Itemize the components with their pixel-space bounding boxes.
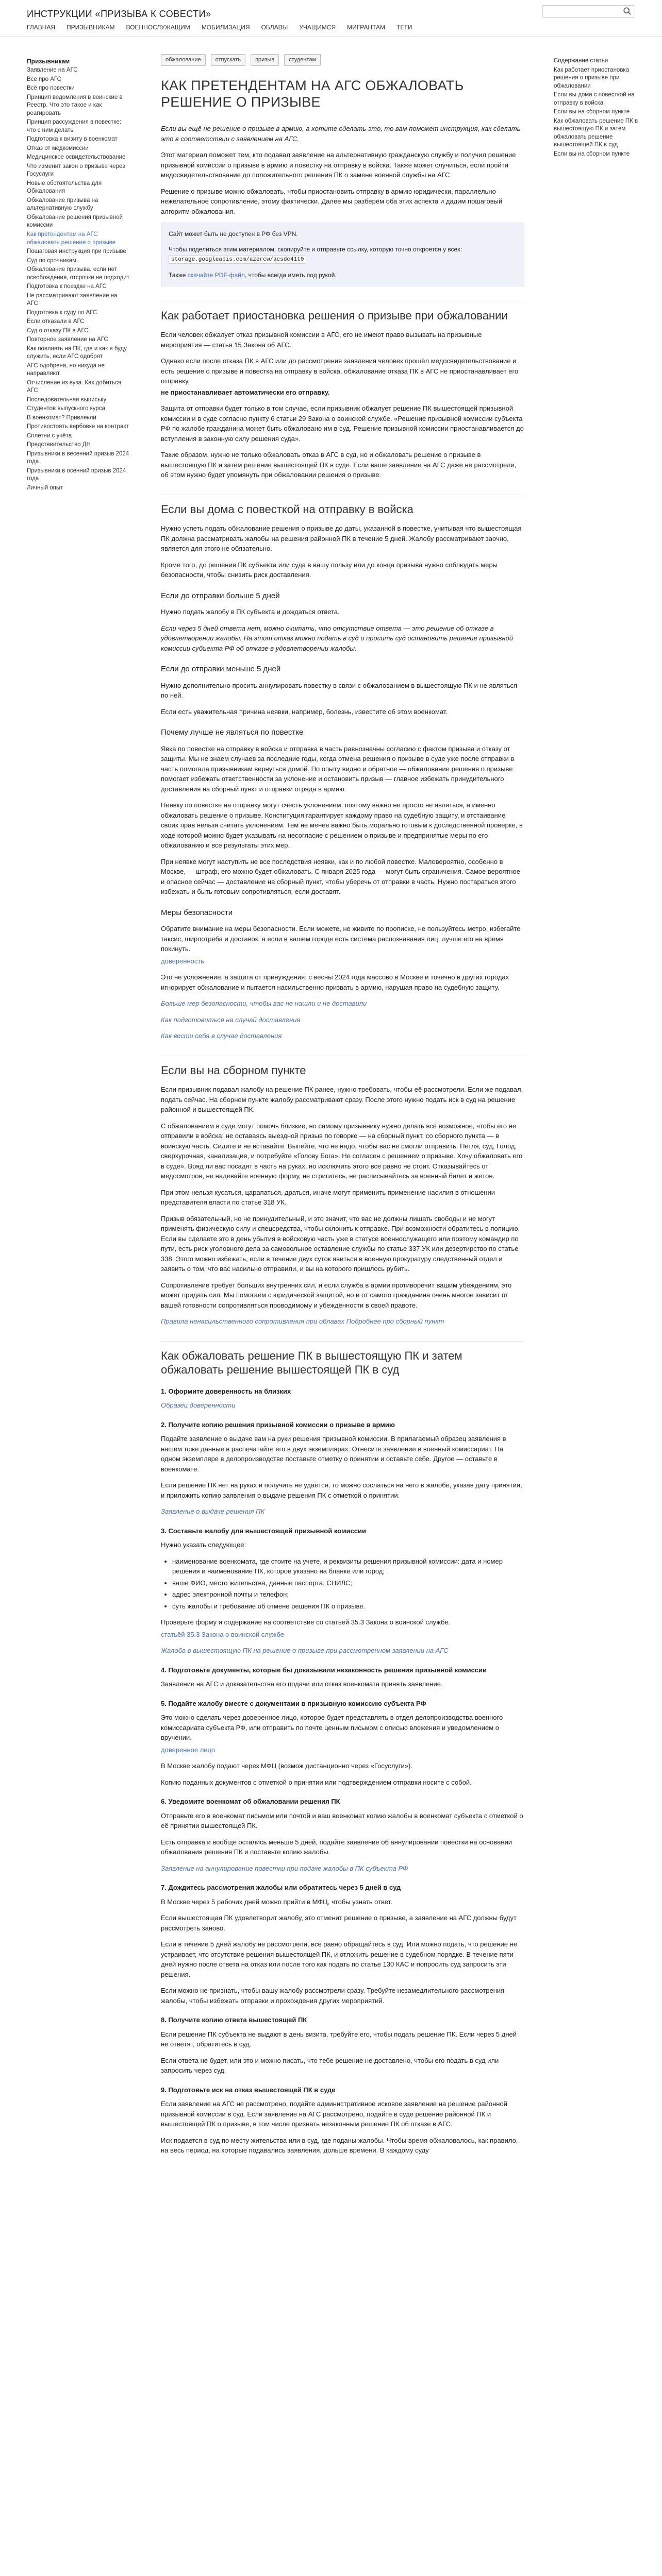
list-item: • ваше ФИО, место жительства, данные паспорта, СНИЛС; (172, 1578, 524, 1588)
complaint-template-link[interactable]: Жалоба в вышестоящую ПК на решение о призыве при рассмотренном заявлении на АГС (161, 1647, 449, 1655)
article (161, 54, 524, 2162)
paragraph: Если есть уважительная причина неявки, например, болезнь, известите об этом военкомат. (161, 707, 448, 716)
step-heading: 9. Подготовьте иск на отказ вышестоящей ПК в суде (161, 2086, 336, 2094)
paragraph (161, 1031, 524, 1041)
paragraph: Такие образом, нужно не только обжаловать отказ в АГС в суд, но и обжаловать решение о призыве в вышестоящую ПК и затем решение вышестоящей ПК в суде. Если ваше заявление на АГС даже не рассмотрели, об этом нужно будет упомянуть при обжаловании решения о призыве. (161, 451, 517, 479)
trusted-person-link[interactable]: доверенное лицо (161, 1745, 216, 1754)
step-heading: 4. Подготовьте документы, которые бы доказывали незаконность решения призывной комиссии (161, 1666, 487, 1674)
power-of-attorney-sample-link[interactable]: Образец доверенности (161, 1401, 236, 1410)
paragraph: Подайте заявление о выдаче вам на руки решения призывной комиссии. В прилагаемый образец заявления в нашем тоже данные в распечатайте его в двух экземплярах. Отнесите заявление в военный комиссариат. На одном экземпляре в делопроизводстве поставьте отметку о принятии и оставьте себе. Другое — оставьте в военкомате. (161, 1435, 506, 1473)
sidebar-item[interactable]: Сплетни с учёта (27, 432, 72, 439)
paragraph: При этом нельзя кусаться, царапаться, драться, иначе могут применить применение насилия в отношении представителя власти по статье 318 УК. (161, 1188, 495, 1207)
paragraph: Нужно подать жалобу в ПК субъекта и дождаться ответа. (161, 608, 340, 616)
paragraph (161, 1400, 524, 1411)
paragraph (161, 1015, 524, 1025)
vpn-notice (161, 223, 524, 286)
law-article-link[interactable]: статьёй 35.3 Закона о воинской службе (161, 1630, 284, 1638)
sidebar-item[interactable]: Суд по срочникам (27, 257, 77, 264)
sidebar-item[interactable]: Подготовка к поездке на АГС (27, 283, 107, 290)
paragraph: Это можно сделать через доверенное лицо, которое будет представлять в отдел делопроизводства военного комиссариата субъекта РФ, или отправить по почте ценным письмом с описью вложения и уведомлением о вручении. (161, 1714, 503, 1742)
subsection-heading: Если до отправки меньше 5 дней (161, 665, 281, 674)
nav-students[interactable]: УЧАЩИМСЯ (299, 24, 336, 31)
nav-mobilization[interactable]: МОБИЛИЗАЦИЯ (201, 24, 250, 31)
sidebar-item[interactable]: В военкомат? Привлекли (27, 414, 96, 421)
step-heading: 7. Дождитесь рассмотрения жалобы или обратитесь через 5 дней в суд (161, 1884, 401, 1892)
sidebar-item[interactable]: Личный опыт (27, 484, 63, 491)
toc-link[interactable]: Как работает приостановка решения о призыве при обжаловании (554, 66, 630, 89)
notice-text (169, 245, 517, 264)
step-heading: 3. Составьте жалобу для вышестоящей призывной комиссии (161, 1527, 366, 1535)
paragraph: Кроме того, до решения ПК субъекта или суда в вашу пользу или до конца призыва нужно соблюдать меры безопасности, чтобы снизить риск доставления. (161, 561, 498, 579)
sidebar-item[interactable]: Если отказали в АГС (27, 318, 85, 325)
paragraph: Если ответа не будет, или это и можно писать, что тебе решение не доставлено, чтобы его подать в суд или запросить через суд. (161, 2056, 499, 2075)
paragraph: Если призывник подавал жалобу на решение ПК ранее, нужно требовать, чтобы её рассмотрели. Если же подавал, подать сейчас. На сборном пункте жалобу рассматривают сразу. После этого нужно подать иск в суд на решение районной и вышестоящей ПК. (161, 1086, 523, 1114)
list-item: • суть жалобы и требование об отмене решения ПК о призыве. (172, 1601, 524, 1612)
paragraph (161, 1506, 524, 1517)
paragraph (161, 1630, 524, 1640)
paragraph: Если решение ПК нет на руках и получить не удаётся, то можно сослаться на него в жалобе, указав дату принятия, и приложить копию заявления о выдаче решения ПК с отметкой о принятии. (161, 1481, 522, 1499)
sidebar-item[interactable]: Призывники в весенний призыв 2024 года (27, 450, 129, 465)
sidebar-item[interactable]: Повторное заявление на АГС (27, 336, 108, 343)
paragraph: Защита от отправки будет только в том случае, если призывник обжалует решение ПК вышестоящей призывной комиссии и в суде согласно пункту 6 статьи 29 Закона о воинской службе. «Решение призывной комиссии субъекта РФ по жалобе гражданина может быть обжаловано им в суд. Решение призывной комиссии приостанавливается до вступления в законную силу решения суда». (161, 404, 524, 443)
power-of-attorney-link[interactable]: доверенность (161, 957, 205, 965)
sidebar-item[interactable]: Все про АГС (27, 76, 61, 82)
sidebar-item[interactable]: Принцип ведомления в воинские в Реестр. Что это такое и как реагировать (27, 94, 123, 116)
paragraph: Если вышестоящая ПК удовлетворит жалобу, это отменит решение о призыве, а заявление на АГС должны будут рассмотреть заново. (161, 1914, 517, 1932)
sidebar-item[interactable]: Не рассматривают заявление на АГС (27, 292, 118, 307)
sidebar-item[interactable]: Представительство ДН (27, 442, 91, 448)
paragraph: Нужно успеть подать обжалование решения о призыве до даты, указанной в повестке, учитывая что вышестоящая ПК должна рассматривать жалобы на решения районной ПК в течение 5 дней. Жалобу рассматривают заочно, является для этого не обязательно. (161, 524, 522, 553)
step-heading: 8. Получите копию ответа вышестоящей ПК (161, 2016, 307, 2024)
sidebar-item[interactable]: Заявление на АГС (27, 67, 78, 74)
sidebar-item[interactable]: Отчисление из вуза. Как добиться АГС (27, 379, 122, 394)
paragraph (161, 998, 524, 1009)
paragraph: С обжалованием в суде могут помочь близкие, но самому призывнику нужно делать всё возможное, чтобы его не отправили в войска: не оставаясь выездной призыв по говорке — на сборный пункт, со сборного пункта — в воинскую часть. Сидите и не вставайте. Выпейте, что не надо, чтобы вас не смогли отправить. Петля, суд, Голод, сверхурочная, канализация, и потребуйте «Голову Бога». Не согласен с решением о призыве. Хочу обжаловать его в суде». Вряд ли вас посадят в часть на руках, но исключить этого все равно не стоит. Отказывайтесь от медосмотров, не надевайте военную форму, не стригитесь, не расписывайтесь за военный билет и жетон. (161, 1122, 523, 1180)
tag[interactable]: студентам (284, 54, 321, 66)
tag-list (161, 54, 524, 66)
paragraph (161, 1745, 524, 1755)
paragraph: Если человек обжалует отказ призывной комиссии в АГС, его не имеют право вызывать на призывные мероприятия — статья 15 Закона об АГС. (161, 331, 482, 349)
lead-paragraph: Если вы ещё не решение о призыве в армию, а хотите сделать это, то вам поможет инструкция, как сделать это в соответствии с заявлением на АГС. (161, 125, 521, 143)
paragraph: Отправьте его в военкомат письмом или почтой и ваш военкомат копию жалобы в военкомат субъекта с отметкой о её принятии вышестоящей ПК. (161, 1811, 523, 1830)
paragraph: Если через 5 дней ответа нет, можно считать, что отсутствие ответа — это решение об отказе в удовлетворении жалобы. На этот отказ можно подать в суд и просить суд остановить решение призывной комиссии субъекта РФ об отказе в удовлетворении жалобы. (161, 624, 514, 652)
paragraph (161, 1863, 524, 1874)
paragraph (161, 1316, 524, 1327)
subsection-heading: Если до отправки больше 5 дней (161, 591, 280, 600)
paragraph: В Москве жалобу подают через МФЦ (возмож дистанционно через «Госуслуги»). (161, 1762, 412, 1770)
paragraph: Сопротивление требует больших внутренних сил, и если служба в армии противоречит вашим убеждениям, это может придать сил. Мы помогаем с юридической защитой, но и от самого гражданина очень многое зависит от вашей готовности сопротивляться проводимому и убеждённости в своей правоте. (161, 1281, 512, 1309)
sidebar-item[interactable]: Как претендентам на АГС обжаловать решение о призыве (27, 231, 116, 246)
notice-text (169, 270, 517, 280)
toc-link[interactable]: Как обжаловать решение ПК в вышестоящую ПК и затем обжаловать решение вышестоящей ПК в суд (554, 117, 638, 148)
list-item: • наименование военкомата, где стоите на учете, и реквизиты решения призывной комиссии: дата и номер решения и наименование ПК, которое указано на бланке или город; (172, 1556, 524, 1577)
notice-text: , чтобы всегда иметь под рукой. (244, 271, 337, 279)
sidebar-item[interactable]: Подготовка к суду по АГС (27, 309, 97, 316)
toc-link[interactable]: Если вы дома с повесткой на отправку в войска (554, 92, 635, 106)
paragraph: Решение о призыве можно обжаловать, чтобы приостановить отправку в армию юридически, параллельно нежелательное сопротивление, этому фактически. Далее мы разберём оба этих аспекта и дадим пошаговый алгоритм обжалования. (161, 187, 503, 215)
sidebar-item[interactable]: Призывники в осенний призыв 2024 года (27, 467, 126, 482)
nonviolent-resistance-link[interactable]: Правила ненасильственного сопротивления при облавах Подробнее про сборный пункт (161, 1317, 444, 1326)
paragraph: Явка по повестке на отправку в войска и отправка в часть равнозначны согласию с фактом призыва и отказу от защиты. Мы не знаем случаев за последние годы, когда отмена решения о призыве в суде уже после отправки в часть помогала призывникам вернуться домой. По опыту видно и обратное — обжалование решения о призыве помогает избежать ответственности за уклонение и остановить призыв — главное избежать принудительного доставления на сборный пункт и отправки отряда в армию. (161, 744, 515, 793)
search-input[interactable] (542, 5, 635, 18)
paragraph (161, 1646, 524, 1656)
paragraph: Есть отправка и вообще остались меньше 5 дней, подайте заявление об аннулировании повестки на основании обжалования решения ПК и поставьте копию жалобы. (161, 1838, 512, 1856)
section-heading: Если вы на сборном пункте (161, 1056, 524, 1078)
sidebar-item[interactable]: Принцип рассуждения в повестке: что с ним делать (27, 119, 122, 133)
bold-text: не приостанавливает автоматически его отправку. (161, 388, 330, 396)
section-heading: Как обжаловать решение ПК в вышестоящую ПК и затем обжаловать решение вышестоящей ПК в суд (161, 1341, 524, 1377)
sidebar-heading[interactable]: Призывникам (27, 58, 70, 65)
sidebar-item[interactable]: Суд о отказу ПК в АГС (27, 327, 89, 334)
toc-link[interactable]: Если вы на сборном пункте (554, 109, 630, 115)
share-link-code[interactable]: storage.googleapis.com/azercw/acsdc41t0 (169, 256, 306, 264)
list-item: • адрес электронной почты и телефон; (172, 1589, 524, 1600)
toc-heading: Содержание статьи (554, 58, 608, 64)
search-icon[interactable] (623, 7, 632, 16)
paragraph: Неявку по повестке на отправку могут счесть уклонением, поэтому важно не просто не являться, а именно обжаловать решение о призыве. Конституция гарантирует каждому право на судебную защиту, и отстаивание своих прав нельзя считать уклонением. Тем не менее важно быть морально готовым к доследственной проверке, в ходе которой можно будет указывать на несогласие с решением о призыве и предпринятые меры по его обжалованию и все результаты этих мер. (161, 801, 523, 850)
sidebar-item[interactable]: Отказ от медкомиссии (27, 145, 89, 151)
paragraph-bold (161, 387, 524, 398)
nav-tags[interactable]: ТЕГИ (396, 24, 412, 31)
prepare-for-detention-link[interactable]: Как подготовиться на случай доставления (161, 1015, 301, 1024)
step-heading: 1. Оформите доверенность на близких (161, 1387, 291, 1395)
notice-text: Сайт может быть не доступен в РФ без VPN. (169, 230, 298, 238)
nav-migrants[interactable]: МИГРАНТАМ (347, 24, 386, 31)
sidebar-item[interactable]: Медицинское освидетельствование (27, 154, 126, 161)
summons-annulment-link[interactable]: Заявление на аннулирование повестки при подаче жалобы в ПК субъекта РФ (161, 1864, 408, 1872)
tag[interactable]: призыв (251, 54, 279, 66)
page-title: КАК ПРЕТЕНДЕНТАМ НА АГС ОБЖАЛОВАТЬ РЕШЕНИЕ О ПРИЗЫВЕ (161, 77, 464, 110)
nav-servicemen[interactable]: ВОЕННОСЛУЖАЩИМ (126, 24, 190, 31)
table-of-contents (554, 57, 641, 159)
paragraph: Проверьте форму и содержание на соответствие со статьёй 35.3 Закона о воинской службе. (161, 1618, 451, 1626)
paragraph: При неявке могут наступить не все последствия неявки, как и по любой повестке. Маловероятно, особенно в Москве, — штраф, его можно будет обжаловать. С января 2025 года — могут быть ограничения. Самое вероятное и опасное сейчас — доставление на сборный пункт, чтобы уберечь от отправки в часть. Нужно постараться этого избежать и быть готовым сопротивляться, если доставят. (161, 857, 520, 896)
left-sidebar (27, 57, 130, 493)
subsection-heading: Меры безопасности (161, 908, 233, 917)
paragraph: Иск подается в суд по месту жительства или в суд, где поданы жалобы. Чтобы время обжаловалось, как правило, на весь период, на которые подавались заявления, дольше времени. В каждому суду (161, 2136, 518, 2155)
step-heading: 6. Уведомите военкомат об обжаловании решения ПК (161, 1798, 340, 1806)
paragraph: Нужно указать следующее: (161, 1541, 246, 1549)
paragraph: Если заявление на АГС не рассмотрено, подайте административное исковое заявление на решение районной призывной комиссии в суд. Если заявление на АГС рассмотрено, подайте в суде решение районной ПК и вышестоящей ПК о призыве, в том числе признать незаконным решение ПК об отказе в АГС. (161, 2100, 507, 2128)
sidebar-item[interactable]: Последовательная выпиську (27, 396, 107, 403)
paragraph: Однако если после отказа ПК в АГС или до рассмотрения заявления человек прошёл медосвидетельствование и есть решение о призыве и повестка на отправку в войска, обжалование отказа ПК в АГС не приостанавливает его отправку. (161, 357, 519, 385)
sidebar-item[interactable]: Пошаговая инструкция при призыве (27, 248, 126, 255)
toc-link[interactable]: Если вы на сборном пункте (554, 150, 630, 157)
subsection-heading: Почему лучше не являться по повестке (161, 728, 304, 737)
security-measures-link[interactable]: Больше мер безопасности, чтобы вас не нашли и не доставили (161, 999, 367, 1008)
main-nav (27, 23, 424, 32)
sidebar-item[interactable]: Всё про повестки (27, 85, 75, 92)
step-heading: 2. Получите копию решения призывной комиссии о призыве в армию (161, 1420, 395, 1429)
tag[interactable]: обжалование (161, 54, 206, 66)
nav-conscripts[interactable]: ПРИЗЫВНИКАМ (67, 24, 115, 31)
nav-home[interactable]: ГЛАВНАЯ (27, 24, 56, 31)
site-title[interactable]: ИНСТРУКЦИИ «ПРИЗЫВА К СОВЕСТИ» (27, 9, 211, 19)
sidebar-item[interactable]: АГС одобрена, но никуда не направляют (27, 362, 105, 377)
sidebar-list (27, 66, 130, 492)
notice-text: Чтобы поделиться этим материалом, скопируйте и отправьте ссылку, которую точно откроется у всех: (169, 246, 462, 253)
paragraph: Если решение ПК субъекта не выдают в день визита, требуйте его, чтобы подать решение ПК. Если через 5 дней не ответят, обратитесь в суд. (161, 2030, 517, 2048)
step-heading: 5. Подайте жалобу вместе с документами в призывную комиссию субъекта РФ (161, 1699, 426, 1707)
section-heading: Как работает приостановка решения о призыве при обжаловании (161, 301, 524, 323)
paragraph: В Москве через 5 рабочих дней можно прийти в МФЦ, чтобы узнать ответ. (161, 1897, 392, 1906)
notice-text: Также (169, 271, 186, 279)
sidebar-item[interactable]: Подготовка к визиту в военкомат (27, 136, 118, 143)
sidebar-item[interactable]: Что изменит закон о призыве через Госуслуги (27, 163, 125, 178)
sidebar-item[interactable]: Новые обстоятельства для Обжалования (27, 180, 102, 195)
paragraph (161, 956, 524, 967)
tag[interactable]: отпускать (211, 54, 245, 66)
nav-raids[interactable]: ОБЛАВЫ (261, 24, 288, 31)
paragraph: Это не усложнение, а защита от принуждения: с весны 2024 года массово в Москве и точечно в других городах игнорирует обжалование и пытается насильственно призвать в армию, нарушая право на судебную защиту. (161, 973, 509, 991)
section-heading: Если вы дома с повесткой на отправку в войска (161, 495, 524, 517)
sidebar-item[interactable]: Как повлиять на ПК, где и как я буду служить, если АГС одобрят (27, 345, 127, 360)
sidebar-item[interactable]: Обжалование призыва на альтернативную службу (27, 197, 98, 212)
requirements-list (161, 1556, 524, 1612)
paragraph: Призыв обязательный, но не принудительный, и это значит, что вас не должны лишать свободы и не могут применять физическую силу и спецсредства, чтобы склонить к отправке. При возможности обратитесь в полицию. Если вы сделаете это в день убытия в войсковую часть уже в статусе военнослужащего или поэтому командир по пути, есть риск уголовного дела за самовольное оставление службы по статье 337 УК или дезертирство по статье 338. Этого можно избежать, если в течение двух суток явиться в военную прокуратуру следственный отдел и заявить о том, что вас насильно отправили, и вы на которого пришлось рубить. (161, 1214, 520, 1273)
paragraph: Копию поданных документов с отметкой о принятии или подтверждением отправки носите с собой. (161, 1778, 472, 1786)
top-bar (0, 0, 662, 37)
paragraph: Этот материал поможет тем, кто подавал заявление на альтернативную гражданскую службу и получил решение призывной комиссии о призыве в армию и повестку на отправку в войска. Также может случиться, если пройти медосвидетельствование до положительного решения ПК о замене военной службы на АГС. (161, 151, 516, 179)
sidebar-item[interactable]: Противостоять вербовке на контракт (27, 423, 129, 430)
paragraph: Если в течение 5 дней жалобу не рассмотрели, все равно обращайтесь в суд. Или можно подать, что решение не устраивает, что отсутствие решения вышестоящей ПК, и отложить решение в судебном порядке. В течение пяти дней нужно после ответа на отказ или после того как подать по статье 130 КАС и попросить суд запросить эти решения. (161, 1940, 518, 1978)
paragraph: Заявление на АГС и доказательства его подачи или отказ военкомата принять заявление. (161, 1680, 443, 1688)
decision-request-link[interactable]: Заявление о выдаче решения ПК (161, 1507, 265, 1516)
sidebar-item[interactable]: Студентов выпускного курса (27, 405, 105, 412)
paragraph: Обратите внимание на меры безопасности. Если можете, не живите по прописке, не пользуйтесь метро, избегайте таксис, ширпотреба и доставок, а если в вашем городе есть система распознавания лиц, лучше его на время покинуть. (161, 925, 521, 953)
pdf-download-link[interactable]: скачайте PDF-файл (187, 271, 245, 279)
sidebar-item[interactable]: Обжалование призыва, если нет освобождения, отсрочки не подходит (27, 266, 129, 281)
paragraph: Если можно не признать, чтобы вашу жалобу рассмотрели сразу. Требуйте незамедлительного рассмотрения жалобы, чтобы избежать отправки и прохождения других мероприятий. (161, 1987, 505, 2005)
sidebar-item[interactable]: Обжалование решения призывной комиссии (27, 214, 123, 229)
behave-during-detention-link[interactable]: Как вести себя в случае доставления (161, 1032, 282, 1040)
paragraph: Нужно дополнительно просить аннулировать повестку в связи с обжалованием в вышестоящую ПК и не являться по ней. (161, 681, 518, 700)
